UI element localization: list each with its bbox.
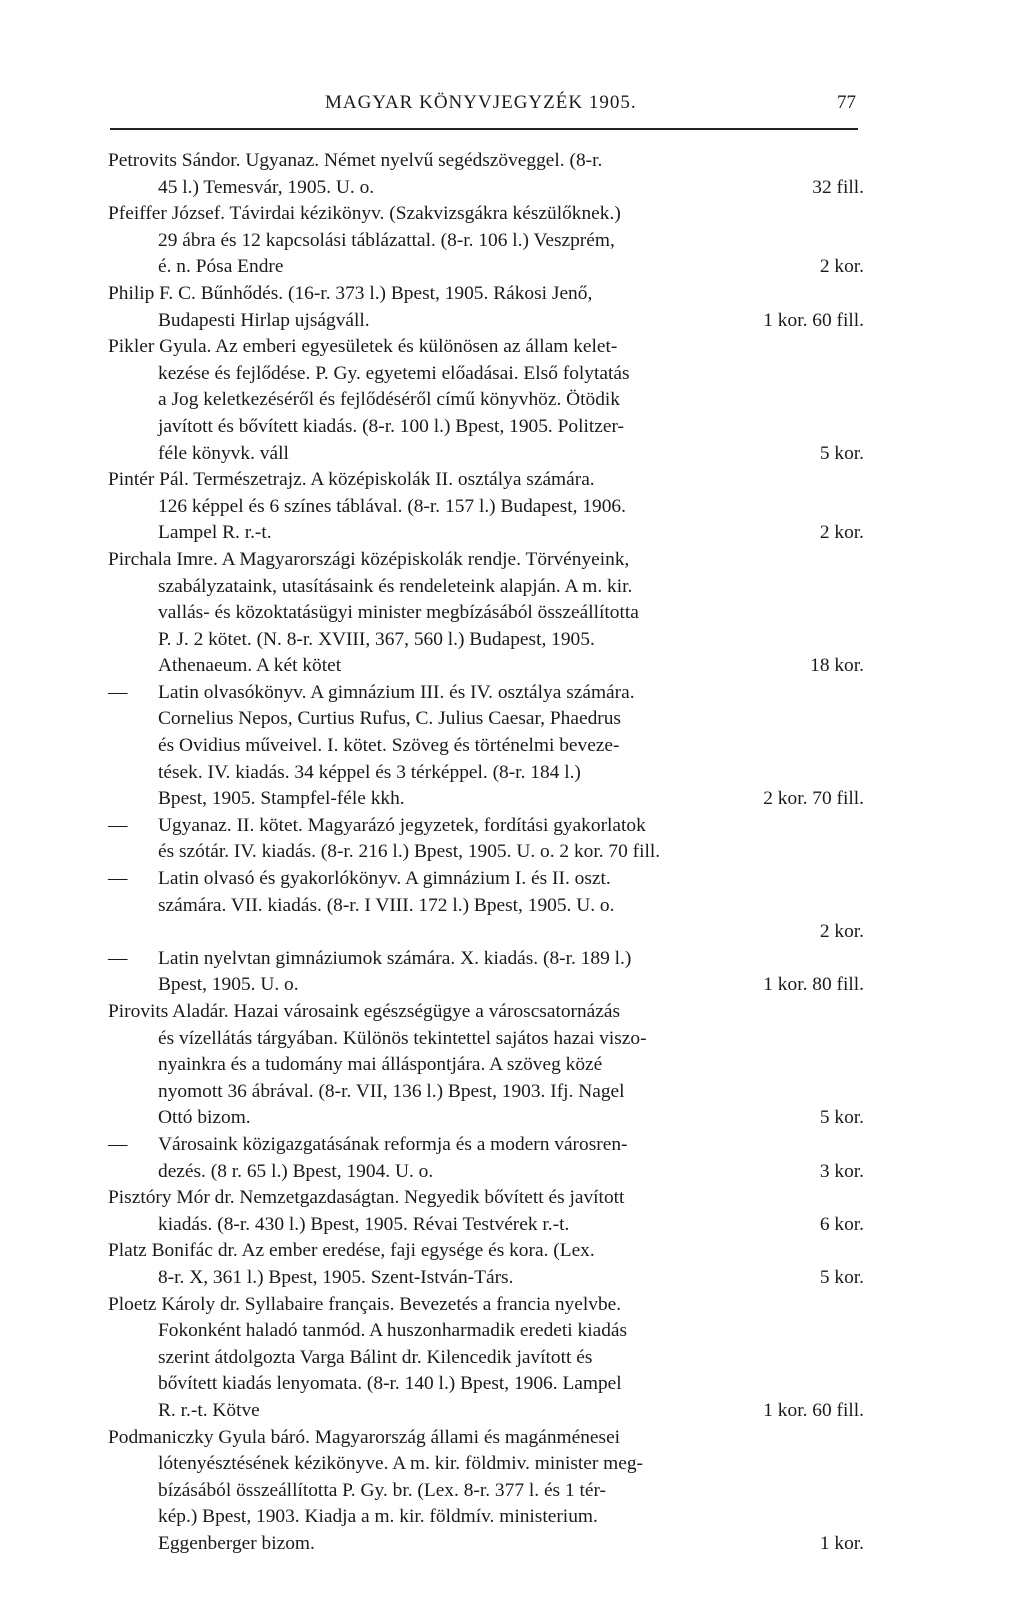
text-line bbox=[108, 175, 864, 202]
text-line bbox=[108, 972, 864, 999]
text-line bbox=[108, 1425, 864, 1452]
text-line bbox=[108, 680, 864, 707]
text-line bbox=[108, 999, 864, 1026]
text-line bbox=[108, 201, 864, 228]
text-line bbox=[108, 839, 864, 866]
text-line bbox=[108, 760, 864, 787]
price: 5 kor. bbox=[819, 442, 864, 464]
line-text: Eggenberger bizom. bbox=[158, 1532, 315, 1554]
line-text: Lampel R. r.-t. bbox=[158, 522, 272, 544]
line-text: Latin olvasó és gyakorlókönyv. A gimnázium I. és II. oszt. bbox=[158, 868, 611, 890]
text-line bbox=[108, 653, 864, 680]
text-line bbox=[108, 1318, 864, 1345]
line-text: Pirovits Aladár. Hazai városaink egészségügye a városcsatornázás bbox=[108, 1001, 621, 1022]
text-line bbox=[108, 148, 864, 175]
repeat-author-dash: — bbox=[108, 681, 128, 703]
price: 1 kor. 80 fill. bbox=[763, 974, 864, 996]
line-text: 8-r. X, 361 l.) Bpest, 1905. Szent-István-Társ. bbox=[158, 1266, 514, 1288]
line-text: Városaink közigazgatásának reformja és a modern városren- bbox=[158, 1133, 628, 1155]
text-line bbox=[108, 919, 864, 946]
line-text: Petrovits Sándor. Ugyanaz. Német nyelvű segédszöveggel. (8-r. bbox=[108, 150, 603, 171]
price: 2 kor. 70 fill. bbox=[763, 788, 864, 810]
text-line bbox=[108, 308, 864, 335]
price: 1 kor. 60 fill. bbox=[763, 1399, 864, 1421]
text-line bbox=[108, 281, 864, 308]
line-text: Fokonként haladó tanmód. A huszonharmadik eredeti kiadás bbox=[158, 1320, 628, 1342]
text-line bbox=[108, 467, 864, 494]
line-text: Ploetz Károly dr. Syllabaire français. Bevezetés a francia nyelvbe. bbox=[108, 1293, 622, 1315]
price: 2 kor. bbox=[819, 522, 864, 544]
text-line bbox=[108, 946, 864, 973]
line-text: kezése és fejlődése. P. Gy. egyetemi előadásai. Első folytatás bbox=[158, 362, 630, 384]
text-line bbox=[108, 1132, 864, 1159]
line-text: P. J. 2 kötet. (N. 8-r. XVIII, 367, 560 l.) Budapest, 1905. bbox=[158, 628, 595, 650]
line-text: kép.) Bpest, 1903. Kiadja a m. kir. földmív. ministerium. bbox=[158, 1506, 598, 1528]
line-text: R. r.-t. Kötve bbox=[158, 1399, 260, 1421]
header-title: MAGYAR KÖNYVJEGYZÉK 1905. bbox=[325, 92, 637, 113]
text-line bbox=[108, 733, 864, 760]
line-text: tések. IV. kiadás. 34 képpel és 3 térképpel. (8-r. 184 l.) bbox=[158, 761, 581, 783]
text-line bbox=[108, 1345, 864, 1372]
line-text: Pikler Gyula. Az emberi egyesületek és különösen az állam kelet- bbox=[108, 336, 618, 358]
line-text: 126 képpel és 6 színes táblával. (8-r. 157 l.) Budapest, 1906. bbox=[158, 495, 626, 517]
line-text: és szótár. IV. kiadás. (8-r. 216 l.) Bpest, 1905. U. o. 2 kor. 70 fill. bbox=[158, 841, 661, 863]
text-line bbox=[108, 1531, 864, 1558]
repeat-author-dash: — bbox=[108, 868, 128, 890]
text-line bbox=[108, 254, 864, 281]
price: 5 kor. bbox=[819, 1266, 864, 1288]
text-line bbox=[108, 520, 864, 547]
line-text: Podmaniczky Gyula báró. Magyarország állami és magánménesei bbox=[108, 1426, 621, 1448]
line-text: bővített kiadás lenyomata. (8-r. 140 l.) Bpest, 1906. Lampel bbox=[158, 1373, 622, 1395]
text-line bbox=[108, 1398, 864, 1425]
text-line bbox=[108, 1052, 864, 1079]
line-text: Ugyanaz. II. kötet. Magyarázó jegyzetek, fordítási gyakorlatok bbox=[158, 814, 646, 836]
line-text: vallás- és közoktatásügyi minister megbízásából összeállította bbox=[158, 602, 639, 624]
price: 6 kor. bbox=[819, 1213, 864, 1235]
text-line bbox=[108, 1212, 864, 1239]
price: 18 kor. bbox=[810, 655, 864, 677]
text-line bbox=[108, 1238, 864, 1265]
line-text: a Jog keletkezéséről és fejlődéséről című könyvhöz. Ötödik bbox=[158, 389, 621, 411]
price: 3 kor. bbox=[819, 1160, 864, 1182]
line-text: számára. VII. kiadás. (8-r. I VIII. 172 l.) Bpest, 1905. U. o. bbox=[158, 894, 615, 916]
line-text: féle könyvk. váll bbox=[158, 442, 289, 464]
text-line bbox=[108, 228, 864, 255]
line-text: Bpest, 1905. Stampfel-féle kkh. bbox=[158, 788, 405, 810]
line-text: szabályzataink, utasításaink és rendeleteink alapján. A m. kir. bbox=[158, 575, 633, 597]
line-text: Pirchala Imre. A Magyarországi középiskolák rendje. Törvényeink, bbox=[108, 548, 630, 570]
text-line bbox=[108, 414, 864, 441]
line-text: dezés. (8 r. 65 l.) Bpest, 1904. U. o. bbox=[158, 1160, 434, 1182]
text-line bbox=[108, 1079, 864, 1106]
price: 1 kor. bbox=[819, 1532, 864, 1554]
line-text: és Ovidius műveivel. I. kötet. Szöveg és történelmi beveze- bbox=[158, 735, 620, 757]
price: 2 kor. bbox=[819, 256, 864, 278]
text-line bbox=[108, 627, 864, 654]
line-text: Athenaeum. A két kötet bbox=[158, 655, 342, 677]
text-line bbox=[108, 441, 864, 468]
text-line bbox=[108, 361, 864, 388]
repeat-author-dash: — bbox=[108, 1133, 128, 1155]
line-text: javított és bővített kiadás. (8-r. 100 l.) Bpest, 1905. Politzer- bbox=[158, 415, 624, 437]
repeat-author-dash: — bbox=[108, 947, 128, 969]
line-text: Budapesti Hirlap ujságváll. bbox=[158, 309, 370, 331]
text-line bbox=[108, 1292, 864, 1319]
running-header bbox=[110, 92, 856, 122]
catalog-entries bbox=[108, 148, 864, 1557]
line-text: é. n. Pósa Endre bbox=[158, 256, 284, 278]
text-line bbox=[108, 1478, 864, 1505]
page-number: 77 bbox=[837, 92, 856, 113]
price: 1 kor. 60 fill. bbox=[763, 309, 864, 331]
text-line bbox=[108, 1185, 864, 1212]
text-line bbox=[108, 1265, 864, 1292]
price: 5 kor. bbox=[819, 1107, 864, 1129]
text-line bbox=[108, 706, 864, 733]
text-line bbox=[108, 1026, 864, 1053]
text-line bbox=[108, 494, 864, 521]
text-line bbox=[108, 786, 864, 813]
line-text: lótenyésztésének kézikönyve. A m. kir. földmiv. minister meg- bbox=[158, 1453, 644, 1475]
text-line bbox=[108, 600, 864, 627]
line-text: Latin olvasókönyv. A gimnázium III. és IV. osztálya számára. bbox=[158, 681, 635, 703]
line-text: Cornelius Nepos, Curtius Rufus, C. Julius Caesar, Phaedrus bbox=[158, 708, 621, 730]
line-text: szerint átdolgozta Varga Bálint dr. Kilencedik javított és bbox=[158, 1346, 593, 1368]
text-line bbox=[108, 1504, 864, 1531]
text-line bbox=[108, 1105, 864, 1132]
line-text: Pintér Pál. Természetrajz. A középiskolák II. osztálya számára. bbox=[108, 469, 595, 491]
line-text: nyainkra és a tudomány mai álláspontjára. A szöveg közé bbox=[158, 1054, 603, 1076]
line-text: és vízellátás tárgyában. Különös tekintettel sajátos hazai viszo- bbox=[158, 1027, 647, 1049]
line-text: 29 ábra és 12 kapcsolási táblázattal. (8-r. 106 l.) Veszprém, bbox=[158, 229, 615, 251]
text-line bbox=[108, 893, 864, 920]
price: 2 kor. bbox=[819, 921, 864, 943]
line-text: Pisztóry Mór dr. Nemzetgazdaságtan. Negyedik bővített és javított bbox=[108, 1187, 625, 1209]
text-line bbox=[108, 547, 864, 574]
line-text: kiadás. (8-r. 430 l.) Bpest, 1905. Révai Testvérek r.-t. bbox=[158, 1213, 570, 1235]
price: 32 fill. bbox=[812, 176, 864, 198]
text-line bbox=[108, 866, 864, 893]
text-line bbox=[108, 387, 864, 414]
text-line bbox=[108, 334, 864, 361]
line-text: Bpest, 1905. U. o. bbox=[158, 974, 299, 996]
text-line bbox=[108, 1451, 864, 1478]
line-text: Latin nyelvtan gimnáziumok számára. X. kiadás. (8-r. 189 l.) bbox=[158, 947, 632, 969]
line-text: Platz Bonifác dr. Az ember eredése, faji egysége és kora. (Lex. bbox=[108, 1240, 595, 1262]
line-text: Philip F. C. Bűnhődés. (16-r. 373 l.) Bpest, 1905. Rákosi Jenő, bbox=[108, 282, 593, 304]
line-text: 45 l.) Temesvár, 1905. U. o. bbox=[158, 176, 375, 198]
line-text: bízásából összeállította P. Gy. br. (Lex. 8-r. 377 l. és 1 tér- bbox=[158, 1479, 607, 1501]
text-line bbox=[108, 813, 864, 840]
text-line bbox=[108, 574, 864, 601]
line-text: nyomott 36 ábrával. (8-r. VII, 136 l.) Bpest, 1903. Ifj. Nagel bbox=[158, 1080, 625, 1102]
text-line bbox=[108, 1159, 864, 1186]
header-rule bbox=[110, 128, 858, 130]
text-line bbox=[108, 1371, 864, 1398]
line-text: Pfeiffer József. Távirdai kézikönyv. (Szakvizsgákra készülőknek.) bbox=[108, 203, 621, 225]
line-text: Ottó bizom. bbox=[158, 1107, 251, 1129]
repeat-author-dash: — bbox=[108, 814, 128, 836]
